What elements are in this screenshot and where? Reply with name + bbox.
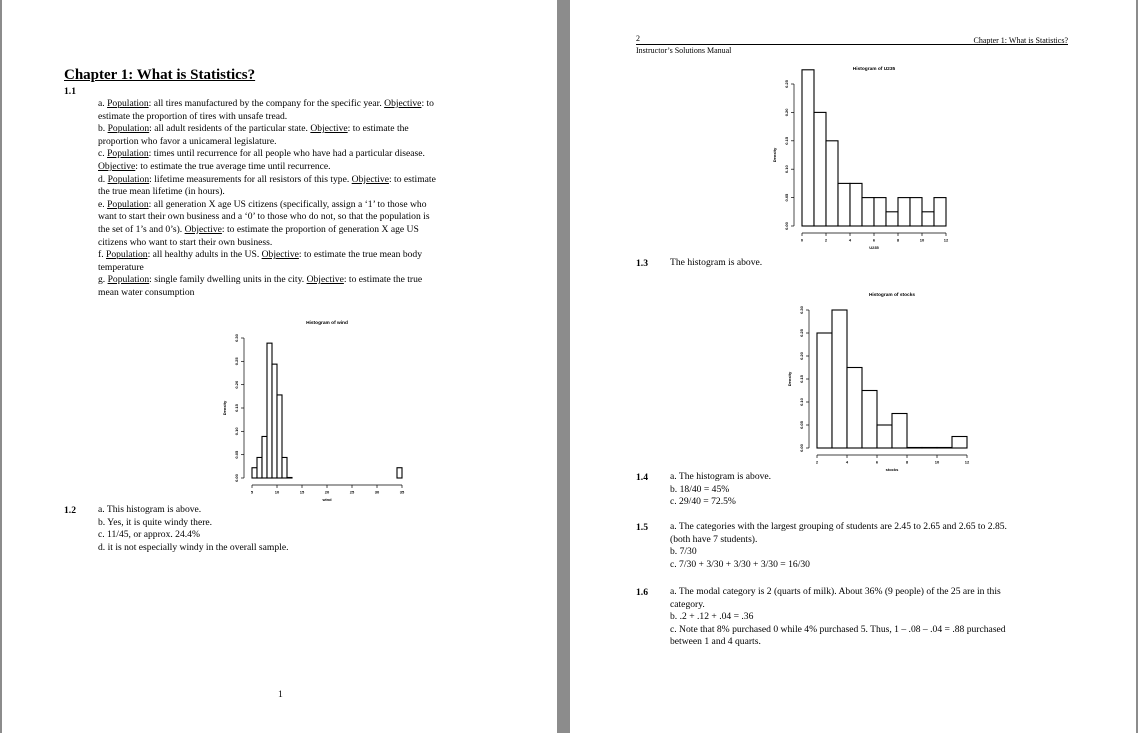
text-run: : to estimate the true mean body bbox=[298, 249, 423, 261]
text-line bbox=[98, 237, 272, 250]
y-tick-label: 0.25 bbox=[784, 80, 789, 88]
underlined-term: Population bbox=[107, 198, 149, 210]
text-line bbox=[98, 174, 436, 187]
histogram-bar bbox=[832, 310, 847, 448]
underlined-term: Population bbox=[107, 123, 150, 135]
text-line bbox=[98, 161, 331, 174]
y-tick-label: 0.10 bbox=[234, 427, 239, 436]
section-number-1-1: 1.1 bbox=[64, 86, 76, 97]
x-axis-label: U235 bbox=[869, 245, 879, 250]
text-line bbox=[98, 136, 277, 149]
y-tick-label: 0.05 bbox=[799, 421, 804, 429]
text-line bbox=[98, 262, 144, 275]
text-run: mean water consumption bbox=[98, 287, 195, 298]
text-run: g. bbox=[98, 274, 108, 286]
histogram-bar bbox=[952, 437, 967, 449]
text-line: c. 11/45, or approx. 24.4% bbox=[98, 529, 200, 541]
y-tick-label: 0.20 bbox=[234, 380, 239, 389]
histogram-bar bbox=[277, 395, 282, 478]
y-tick-label: 0.10 bbox=[784, 165, 789, 174]
section-number-1-5: 1.5 bbox=[636, 522, 648, 533]
text-run: c. bbox=[98, 148, 108, 160]
histogram-bar bbox=[934, 198, 946, 226]
y-tick-label: 0.25 bbox=[234, 357, 239, 366]
x-tick-label: 20 bbox=[324, 489, 330, 495]
text-run: : all generation X age US citizens (specifically, assign a ‘1’ to those who bbox=[148, 198, 427, 210]
histogram-bar bbox=[937, 448, 952, 449]
x-tick-label: 4 bbox=[848, 237, 852, 243]
underlined-term: Population bbox=[107, 148, 149, 160]
text-line: between 1 and 4 quarts. bbox=[670, 636, 761, 648]
text-line: b. .2 + .12 + .04 = .36 bbox=[670, 611, 754, 623]
text-run: citizens who want to start their own business. bbox=[98, 236, 273, 248]
y-axis-label: Density bbox=[222, 400, 227, 416]
y-tick-label: 0.15 bbox=[784, 136, 789, 145]
text-line: a. This histogram is above. bbox=[98, 504, 202, 515]
underlined-term: Objective bbox=[351, 173, 389, 185]
x-tick-label: 25 bbox=[349, 489, 355, 495]
x-tick-label: 6 bbox=[872, 237, 876, 243]
histogram-bar bbox=[874, 198, 886, 226]
text-line: a. The modal category is 2 (quarts of milk). About 36% (9 people) of the 25 are in this bbox=[670, 586, 1001, 597]
text-line bbox=[98, 224, 419, 237]
text-run: temperature bbox=[98, 261, 144, 273]
text-line bbox=[98, 199, 427, 212]
underlined-term: Population bbox=[107, 173, 150, 185]
x-axis-label: stocks bbox=[885, 467, 899, 472]
histogram-u235 bbox=[765, 67, 955, 264]
chart-title: Histogram of stocks bbox=[868, 293, 916, 298]
histogram-bar bbox=[826, 141, 838, 226]
histogram-wind bbox=[220, 322, 410, 512]
histogram-bar bbox=[262, 436, 267, 478]
text-line: b. Yes, it is quite windy there. bbox=[98, 516, 213, 528]
page-1 bbox=[2, 0, 557, 733]
histogram-bar bbox=[892, 414, 907, 449]
histogram-bar bbox=[817, 333, 832, 448]
text-line bbox=[98, 287, 194, 300]
text-line bbox=[98, 123, 409, 136]
text-line bbox=[98, 148, 425, 161]
text-run: : to estimate the bbox=[347, 123, 409, 135]
histogram-bar bbox=[282, 457, 287, 478]
text-line bbox=[98, 98, 434, 111]
y-tick-label: 0.05 bbox=[784, 193, 789, 202]
y-tick-label: 0.15 bbox=[234, 404, 239, 412]
x-axis-label: wind bbox=[322, 497, 332, 502]
underlined-term: Objective bbox=[184, 224, 222, 235]
x-tick-label: 8 bbox=[896, 237, 900, 243]
y-tick-label: 0.20 bbox=[784, 108, 789, 117]
x-tick-label: 10 bbox=[934, 459, 940, 465]
histogram-bar bbox=[922, 448, 937, 449]
text-line: category. bbox=[670, 598, 705, 610]
underlined-term: Objective bbox=[384, 98, 422, 109]
y-tick-label: 0.10 bbox=[799, 398, 804, 406]
running-head-page-number: 2 bbox=[636, 34, 640, 43]
histogram-bar bbox=[267, 343, 272, 478]
text-line: a. The categories with the largest grouping of students are 2.45 to 2.65 and 2.65 to 2.85. bbox=[670, 521, 1007, 532]
x-tick-label: 30 bbox=[374, 489, 380, 495]
text-run: want to start their own business and a ‘0’ to those who do not, so that the population is bbox=[98, 211, 430, 223]
text-line: a. The histogram is above. bbox=[670, 471, 772, 482]
y-tick-label: 0.00 bbox=[799, 444, 804, 452]
text-run: : times until recurrence for all people who have had a particular disease. bbox=[148, 148, 425, 160]
page-2 bbox=[570, 0, 1136, 733]
histogram-bar bbox=[847, 368, 862, 449]
x-tick-label: 10 bbox=[919, 237, 925, 243]
text-line: b. 7/30 bbox=[670, 546, 697, 558]
underlined-term: Population bbox=[107, 98, 149, 109]
y-tick-label: 0.25 bbox=[799, 329, 804, 337]
text-line: b. 18/40 = 45% bbox=[670, 483, 730, 495]
text-run: a. bbox=[98, 98, 108, 109]
underlined-term: Objective bbox=[310, 123, 348, 135]
text-run: the set of 1’s and 0’s). bbox=[98, 224, 185, 235]
histogram-bar bbox=[838, 183, 850, 226]
text-line bbox=[98, 211, 430, 224]
histogram-bar bbox=[898, 198, 910, 226]
section-1-3-text: The histogram is above. bbox=[670, 257, 763, 268]
text-run: : all healthy adults in the US. bbox=[147, 249, 262, 261]
text-run: : to estimate the proportion of generation X age US bbox=[221, 224, 419, 235]
section-number-1-2: 1.2 bbox=[64, 505, 76, 516]
x-tick-label: 12 bbox=[964, 459, 970, 465]
running-head-rule bbox=[636, 44, 1068, 45]
histogram-bar bbox=[814, 112, 826, 226]
y-tick-label: 0.30 bbox=[799, 306, 804, 314]
x-tick-label: 15 bbox=[299, 489, 305, 495]
x-tick-label: 35 bbox=[399, 489, 405, 495]
y-tick-label: 0.20 bbox=[799, 352, 804, 360]
y-tick-label: 0.05 bbox=[234, 450, 239, 459]
text-run: e. bbox=[98, 198, 108, 210]
y-tick-label: 0.00 bbox=[234, 474, 239, 482]
text-line bbox=[98, 249, 422, 262]
underlined-term: Objective bbox=[98, 161, 136, 172]
histogram-bar bbox=[907, 448, 922, 449]
y-axis-label: Density bbox=[787, 371, 792, 387]
text-run: d. bbox=[98, 173, 108, 185]
histogram-bar bbox=[862, 198, 874, 226]
chapter-title: Chapter 1: What is Statistics? bbox=[64, 67, 256, 83]
section-number-1-3: 1.3 bbox=[636, 258, 648, 269]
text-run: : to estimate the true bbox=[343, 274, 423, 286]
text-line bbox=[98, 274, 422, 287]
section-number-1-4: 1.4 bbox=[636, 472, 648, 483]
text-run: : lifetime measurements for all resistors of this type. bbox=[149, 173, 352, 185]
chart-title: Histogram of U235 bbox=[852, 67, 896, 72]
x-tick-label: 2 bbox=[824, 237, 828, 243]
text-line bbox=[98, 186, 225, 199]
text-run: : all tires manufactured by the company for the specific year. bbox=[148, 98, 385, 109]
x-tick-label: 2 bbox=[815, 459, 819, 465]
text-run: : to bbox=[421, 98, 434, 109]
y-axis-label: Density bbox=[772, 147, 777, 163]
histogram-stocks bbox=[778, 288, 968, 478]
histogram-bar bbox=[862, 391, 877, 449]
text-run: : to estimate bbox=[388, 173, 436, 185]
x-tick-label: 8 bbox=[905, 459, 909, 465]
text-run: proportion who favor a unicameral legislature. bbox=[98, 135, 277, 147]
histogram-bar bbox=[850, 183, 862, 226]
histogram-bar bbox=[257, 457, 262, 478]
histogram-bar bbox=[802, 70, 814, 226]
running-head-chapter-text: Chapter 1: What is Statistics? bbox=[973, 36, 1068, 45]
text-run: : to estimate the true average time until recurrence. bbox=[135, 161, 331, 172]
chart-title: Histogram of wind bbox=[306, 321, 348, 326]
text-line: c. 7/30 + 3/30 + 3/30 + 3/30 = 16/30 bbox=[670, 558, 810, 570]
underlined-term: Objective bbox=[261, 249, 299, 261]
text-line: (both have 7 students). bbox=[670, 533, 758, 545]
x-tick-label: 10 bbox=[274, 489, 280, 495]
text-line bbox=[98, 111, 287, 124]
text-run: : all adult residents of the particular state. bbox=[149, 123, 311, 135]
histogram-bar bbox=[397, 468, 402, 478]
histogram-bar bbox=[252, 468, 257, 478]
text-line: d. it is not especially windy in the overall sample. bbox=[98, 541, 289, 553]
underlined-term: Objective bbox=[306, 274, 344, 286]
underlined-term: Population bbox=[106, 249, 148, 261]
text-run: estimate the proportion of tires with unsafe tread. bbox=[98, 110, 288, 122]
x-tick-label: 12 bbox=[943, 237, 949, 243]
text-run: : single family dwelling units in the city. bbox=[149, 274, 307, 286]
text-line: c. 29/40 = 72.5% bbox=[670, 496, 736, 508]
y-tick-label: 0.00 bbox=[784, 222, 789, 230]
histogram-bar bbox=[886, 212, 898, 226]
text-run: f. bbox=[98, 249, 106, 261]
histogram-bar bbox=[910, 198, 922, 226]
x-tick-label: 6 bbox=[875, 459, 879, 465]
underlined-term: Population bbox=[107, 274, 150, 286]
section-number-1-6: 1.6 bbox=[636, 587, 648, 598]
histogram-bar bbox=[287, 478, 292, 479]
histogram-bar bbox=[922, 212, 934, 226]
text-line: c. Note that 8% purchased 0 while 4% purchased 5. Thus, 1 – .08 – .04 = .88 purchased bbox=[670, 623, 1006, 635]
histogram-bar bbox=[877, 425, 892, 448]
x-tick-label: 0 bbox=[800, 237, 804, 243]
x-tick-label: 5 bbox=[250, 489, 254, 495]
histogram-bar bbox=[272, 364, 277, 478]
page-number: 1 bbox=[278, 689, 283, 700]
y-tick-label: 0.15 bbox=[799, 375, 804, 383]
text-run: the true mean lifetime (in hours). bbox=[98, 186, 225, 198]
text-run: b. bbox=[98, 123, 108, 135]
running-head-manual: Instructor’s Solutions Manual bbox=[636, 46, 732, 55]
y-tick-label: 0.30 bbox=[234, 334, 239, 342]
x-tick-label: 4 bbox=[845, 459, 849, 465]
